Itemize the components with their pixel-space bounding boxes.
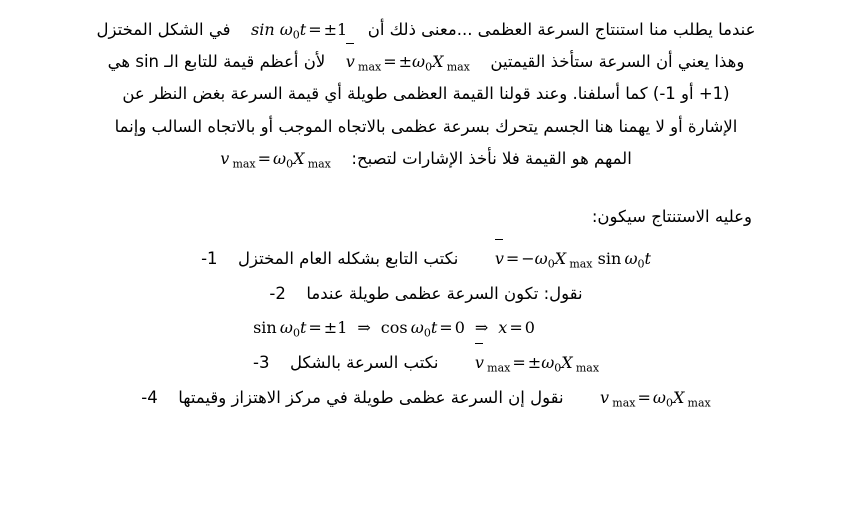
steps-list (28, 242, 824, 415)
p1-line1-text-a: عندما يطلب منا استنتاج السرعة العظمى ...معنى ذلك أن (367, 20, 756, 39)
list-item (28, 242, 824, 277)
list-item-text: نكتب السرعة بالشكل (289, 353, 439, 373)
equation-v-general-form: $v = -\omega_0X$ $_{max}$ $\sin \omega_0t$ (495, 242, 651, 276)
list-item-number: 2- (269, 283, 286, 303)
list-item-text: نقول إن السرعة عظمى طويلة في مركز الاهتزاز وقيمتها (178, 387, 564, 407)
list-item-number: 4- (141, 387, 158, 407)
list-item-number: 1- (201, 249, 218, 269)
list-item-equation-row (28, 311, 824, 346)
p1-line1-text-b: في الشكل المختزل (96, 20, 231, 39)
list-item (28, 277, 824, 312)
equation-vmax-pm-omega-xmax: v $_{max} = \pm\omega_0X$ $_{max}$ (346, 46, 470, 78)
list-item (28, 381, 824, 416)
equation-vmax-pm-omega-xmax-step3: v $_{max} = \pm\omega_0X$ $_{max}$ (475, 346, 599, 380)
paragraph-1-line-2 (28, 46, 824, 78)
paragraph-1-line-4: الإشارة أو لا يهمنا هنا الجسم يتحرك بسرعة عظمى بالاتجاه الموجب أو بالاتجاه السالب وإنما (114, 116, 738, 136)
paragraph-1-line-5 (28, 143, 824, 175)
equation-vmax-omega-xmax-step4: v $_{max} = \omega_0X$ $_{max}$ (600, 387, 711, 410)
equation-sin-cos-x-zero: $\sin \omega_0t = \pm 1$ ⇒ $\cos \omega_0t = 0$ ⇒ x = 0 (253, 318, 535, 340)
list-item-text: نكتب التابع بشكله العام المختزل (238, 249, 459, 269)
paragraph-1-line-1 (28, 14, 824, 46)
paragraph-1-line-3: (1+ أو 1-) كما أسلفنا. وعند قولنا القيمة العظمى طويلة أي قيمة السرعة بغض النظر عن (122, 84, 730, 104)
p1-line5-text-a: المهم هو القيمة فلا نأخذ الإشارات لتصبح: (351, 148, 632, 168)
list-item-text: نقول: تكون السرعة عظمى طويلة عندما (306, 283, 583, 303)
equation-sin-omega-t-pm1: $\sin \omega_0t = \pm 1$ (251, 20, 348, 42)
list-item-number: 3- (252, 353, 270, 373)
list-item (28, 346, 824, 381)
p1-line2-text-b: لأن أعظم قيمة للتابع الـ sin هي (107, 52, 326, 72)
equation-vmax-omega-xmax: v $_{max} = \omega_0X$ $_{max}$ (220, 148, 331, 171)
p1-line2-text-a: وهذا يعني أن السرعة ستأخذ القيمتين (490, 52, 745, 72)
conclusion-intro: وعليه الاستنتاج سيكون: (591, 206, 752, 226)
paragraph-1 (28, 14, 824, 175)
